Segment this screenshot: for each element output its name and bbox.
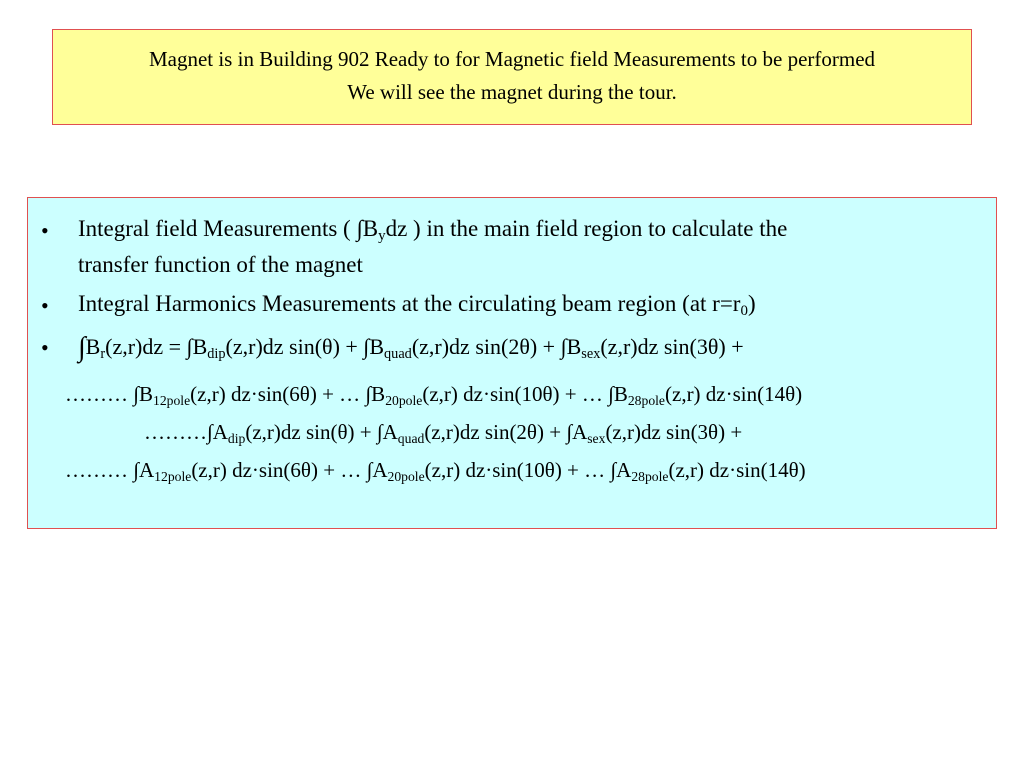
f2-t2: (z,r) dz·sin(6θ) + … ∫B [190,382,386,406]
subscript-y: y [378,228,386,244]
f1-t4: (z,r)dz sin(3θ) + [600,334,744,359]
bullet-2-line [78,291,756,319]
bullet-2-close: ) [747,291,756,316]
notice-box [52,29,972,125]
f2-s1: 12pole [153,393,191,408]
bullet-1-prefix: Integral field Measurements ( [78,216,351,241]
notice-line-2: We will see the magnet during the tour. [347,80,677,104]
subscript-0: 0 [740,303,748,319]
sub-r: r [100,346,106,362]
f4-t4: (z,r) dz·sin(14θ) [668,458,806,482]
bullet-2-marker: • [41,293,49,318]
bullet-1-line-1 [78,216,788,244]
f1-t3: (z,r)dz sin(2θ) + ∫B [411,334,582,359]
f2-s2: 20pole [385,393,423,408]
f4-t1: ……… ∫A [65,458,155,482]
f4-t3: (z,r) dz·sin(10θ) + … ∫A [424,458,632,482]
notice-line-1: Magnet is in Building 902 Ready to for Magnetic field Measurements to be performed [148,47,876,71]
integral-dz: dz ) [385,216,421,241]
content-box [27,197,997,529]
f2-t4: (z,r) dz·sin(14θ) [665,382,803,406]
f1-t2: (z,r)dz sin(θ) + ∫B [225,334,385,359]
bullet-1-marker: • [41,218,49,243]
f3-t3: (z,r)dz sin(2θ) + ∫A [424,420,588,444]
bullet-1-line-2: transfer function of the magnet [78,252,363,277]
formula-line-2 [65,383,802,406]
f1-s2: quad [384,346,412,362]
f1-s1: dip [207,346,226,362]
f3-s3: sex [587,431,606,446]
formula-b: B [85,334,101,359]
f4-s1: 12pole [154,469,192,484]
f4-t2: (z,r) dz·sin(6θ) + … ∫A [191,458,388,482]
bullet-1-integral [356,216,421,244]
f2-t1: ……… ∫B [65,382,154,406]
f3-t1: ………∫A [144,420,228,444]
f4-s3: 28pole [631,469,669,484]
formula-line-1 [78,332,744,363]
formula-line-4 [65,459,806,482]
f4-s2: 20pole [387,469,425,484]
integral-b: ∫B [356,216,379,241]
f3-t2: (z,r)dz sin(θ) + ∫A [245,420,398,444]
bullet-3-marker: • [41,335,49,360]
f3-s1: dip [227,431,246,446]
f2-s3: 28pole [627,393,665,408]
bullet-1-suffix: in the main field region to calculate the [426,216,788,241]
integral-sign: ∫ [78,332,86,363]
f3-s2: quad [397,431,425,446]
f1-t1: (z,r)dz = ∫B [105,334,208,359]
f3-t4: (z,r)dz sin(3θ) + [605,420,743,444]
formula-line-3 [144,421,742,444]
f1-s3: sex [581,346,601,362]
bullet-2-text: Integral Harmonics Measurements at the circulating beam region (at r=r [78,291,741,316]
f2-t3: (z,r) dz·sin(10θ) + … ∫B [422,382,628,406]
